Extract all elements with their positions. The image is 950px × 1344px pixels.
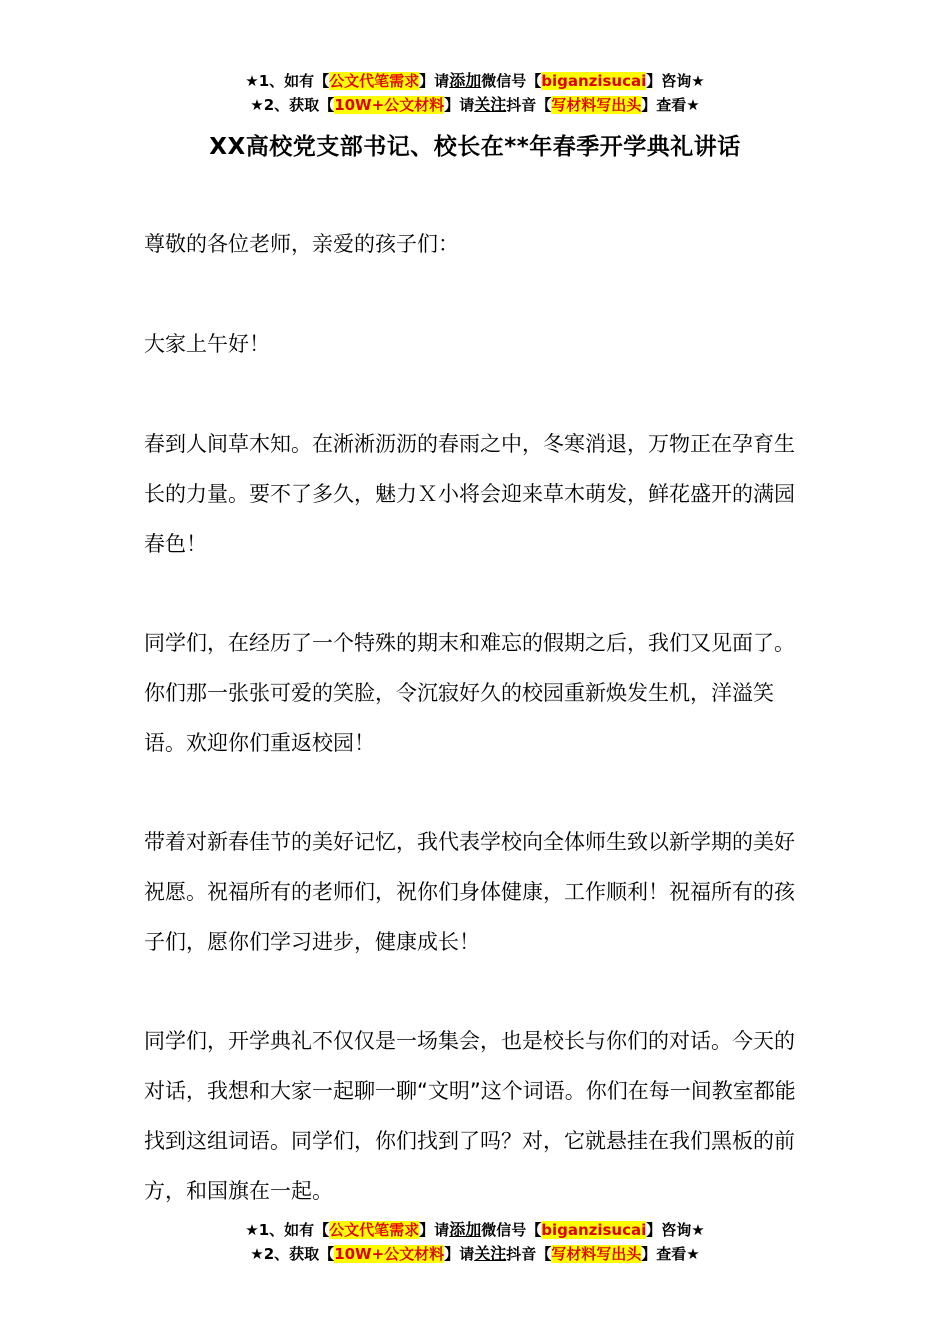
ad-text: 】请: [419, 1221, 450, 1239]
ad-text: 抖音【: [506, 1245, 552, 1263]
ad-text: 抖音【: [506, 96, 552, 114]
ad-underline-add: 添加: [449, 71, 482, 90]
ad-underline-follow: 关注: [474, 1244, 507, 1263]
ad-highlight-service: 公文代笔需求: [329, 72, 420, 90]
ad-text: 微信号【: [481, 1221, 542, 1239]
ad-text: 】咨询★: [646, 1221, 705, 1239]
ad-highlight-service: 公文代笔需求: [329, 1221, 420, 1239]
ad-highlight-materials: 10W+公文材料: [334, 96, 445, 114]
paragraph-welcome-back: 同学们，在经历了一个特殊的期末和难忘的假期之后，我们又见面了。你们那一张张可爱的笑脸，令沉寂好久的校园重新焕发生机，洋溢笑语。欢迎你们重返校园！: [144, 631, 795, 755]
ad-text: 微信号【: [481, 72, 542, 90]
paragraph-spring: 春到人间草木知。在淅淅沥沥的春雨之中，冬寒消退，万物正在孕育生长的力量。要不了多久，魅力Ｘ小将会迎来草木萌发，鲜花盛开的满园春色！: [144, 432, 795, 556]
header-ad-line-2: [0, 94, 950, 116]
header-ad-line-1: [0, 70, 950, 92]
ad-text: 】请: [444, 96, 475, 114]
ad-highlight-douyin-id: 写材料写出头: [551, 1245, 642, 1263]
ad-text: ★1、如有【: [245, 1221, 330, 1239]
footer-ad-line-2: [0, 1243, 950, 1265]
ad-highlight-douyin-id: 写材料写出头: [551, 96, 642, 114]
footer-ad-line-1: [0, 1219, 950, 1241]
paragraph-greeting: 尊敬的各位老师，亲爱的孩子们：: [144, 232, 459, 256]
document-title: XX高校党支部书记、校长在**年春季开学典礼讲话: [209, 134, 741, 160]
ad-text: ★2、获取【: [250, 1245, 335, 1263]
ad-underline-add: 添加: [449, 1220, 482, 1239]
ad-highlight-wechat-id: biganzisucai: [541, 72, 647, 90]
paragraph-new-term-wishes: 带着对新春佳节的美好记忆，我代表学校向全体师生致以新学期的美好祝愿。祝福所有的老师们，祝你们身体健康，工作顺利！祝福所有的孩子们，愿你们学习进步，健康成长！: [144, 830, 795, 954]
ad-highlight-materials: 10W+公文材料: [334, 1245, 445, 1263]
ad-text: 】查看★: [641, 96, 700, 114]
ad-underline-follow: 关注: [474, 95, 507, 114]
paragraph-civilization: 同学们，开学典礼不仅仅是一场集会，也是校长与你们的对话。今天的对话，我想和大家一起聊一聊“文明”这个词语。你们在每一间教室都能找到这组词语。同学们，你们找到了吗？对，它就悬挂在我们黑板的前方，和国旗在一起。: [144, 1029, 796, 1203]
ad-text: 】请: [419, 72, 450, 90]
ad-highlight-wechat-id: biganzisucai: [541, 1221, 647, 1239]
ad-text: ★1、如有【: [245, 72, 330, 90]
ad-text: 】咨询★: [646, 72, 705, 90]
paragraph-good-morning: 大家上午好！: [144, 332, 270, 356]
ad-text: 】请: [444, 1245, 475, 1263]
ad-text: 】查看★: [641, 1245, 700, 1263]
ad-text: ★2、获取【: [250, 96, 335, 114]
